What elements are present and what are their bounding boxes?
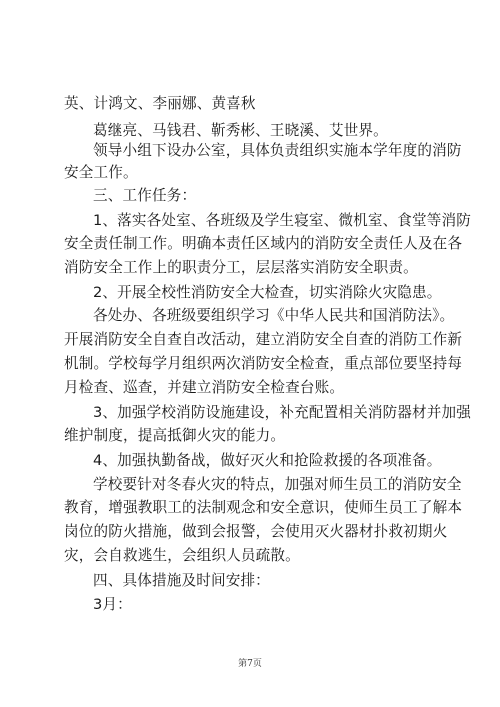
text-line: 岗位的防火措施，做到会报警，会使用灭火器材扑救初期火 xyxy=(64,523,448,540)
text-line: 1、落实各处室、各班级及学生寝室、微机室、食堂等消防 xyxy=(93,212,472,229)
text-line: 2、开展全校性消防安全大检查，切实消除火灾隐患。 xyxy=(93,284,442,301)
section-heading: 四、具体措施及时间安排： xyxy=(93,572,270,589)
text-line: 灾，会自救逃生，会组织人员疏散。 xyxy=(64,547,300,564)
text-line: 英、计鸿文、李丽娜、黄喜秋 xyxy=(64,95,256,112)
text-line: 安全工作。 xyxy=(64,164,138,181)
text-line: 维护制度，提高抵御火灾的能力。 xyxy=(64,427,286,444)
page-number: 第7页 xyxy=(238,659,262,669)
section-heading: 三、工作任务： xyxy=(93,187,197,204)
text-line: 机制。学校每学月组织两次消防安全检查，重点部位要坚持每 xyxy=(64,355,463,372)
text-line: 领导小组下设办公室，具体负责组织实施本学年度的消防 xyxy=(93,142,462,159)
text-line: 消防安全工作上的职责分工，层层落实消防安全职责。 xyxy=(64,259,418,276)
text-line: 3月： xyxy=(93,596,132,613)
text-line: 教育，增强教职工的法制观念和安全意识，使师生员工了解本 xyxy=(64,499,463,516)
text-line: 3、加强学校消防设施建设，补充配置相关消防器材并加强 xyxy=(93,404,472,421)
text-line: 月检查、巡查，并建立消防安全检查台账。 xyxy=(64,379,345,396)
text-line: 安全责任制工作。明确本责任区域内的消防安全责任人及在各 xyxy=(64,235,463,252)
text-line: 4、加强执勤备战，做好灭火和抢险救援的各项准备。 xyxy=(93,452,442,469)
text-line: 学校要针对冬春火灾的特点，加强对师生员工的消防安全 xyxy=(93,476,462,493)
text-line: 葛继亮、马钱君、靳秀彬、王晓溪、艾世界。 xyxy=(93,122,388,139)
text-line: 各处办、各班级要组织学习《中华人民共和国消防法》。 xyxy=(93,307,455,324)
text-line: 开展消防安全自查自改活动，建立消防安全自查的消防工作新 xyxy=(64,331,463,348)
